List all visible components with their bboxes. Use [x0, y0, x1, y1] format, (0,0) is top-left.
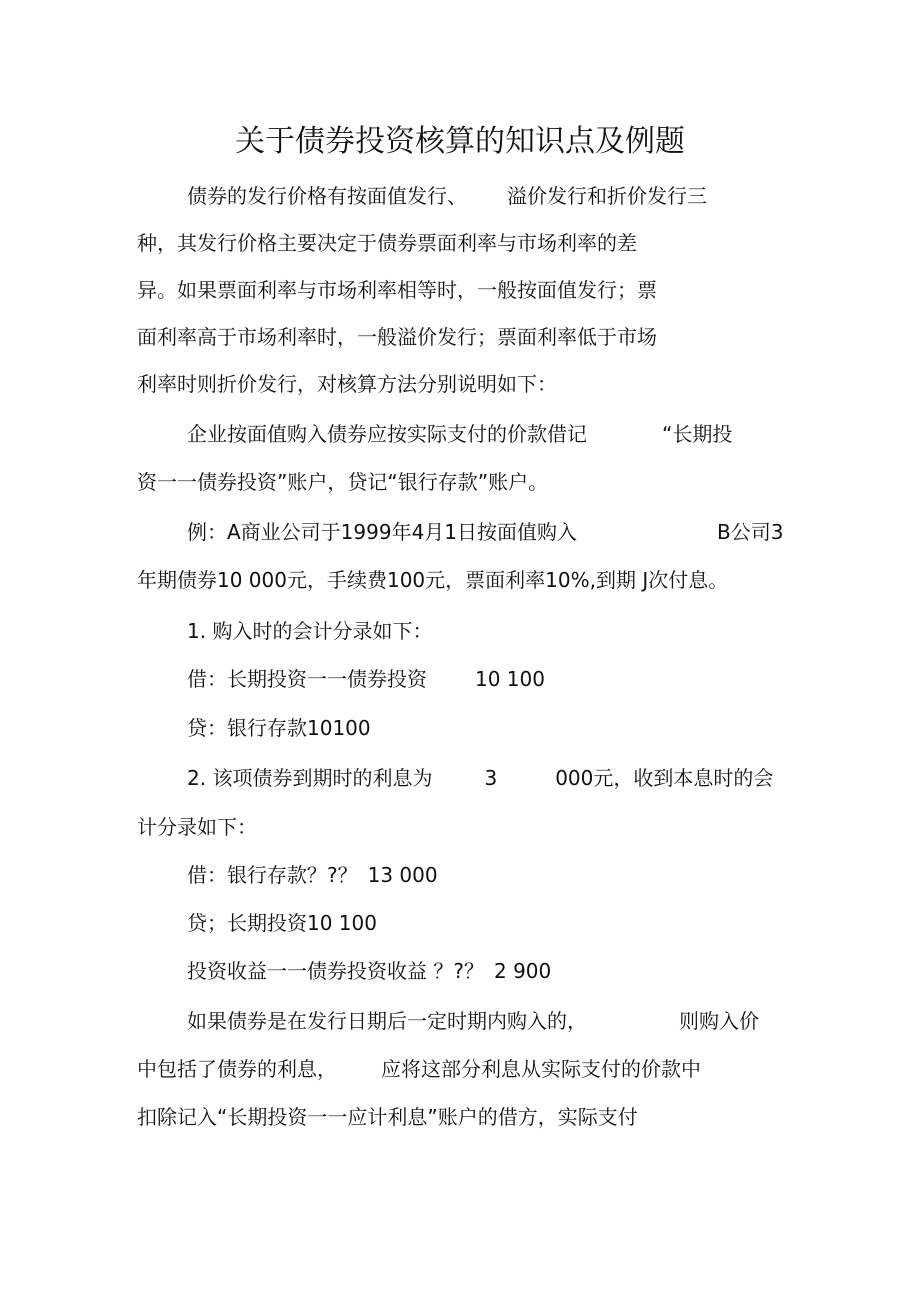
- paragraph-line: [187, 183, 707, 209]
- text-segment: 3: [484, 766, 498, 790]
- step-heading: [187, 765, 773, 791]
- paragraph-line: [187, 1008, 759, 1034]
- text-segment: “长期投: [662, 422, 733, 446]
- example-line: [187, 519, 783, 545]
- paragraph-line: 扣除记入“长期投资一一应计利息”账户的借方，实际支付: [137, 1105, 638, 1129]
- paragraph-line: 资一一债券投资”账户，贷记“银行存款”账户。: [137, 470, 549, 494]
- paragraph-line: 异。如果票面利率与市场利率相等时，一般按面值发行；票: [137, 278, 657, 302]
- text-segment: 债券的发行价格有按面值发行、: [187, 184, 467, 208]
- paragraph-line: 种，其发行价格主要决定于债券票面利率与市场利率的差: [137, 231, 637, 255]
- paragraph-line: 面利率高于市场利率时，一般溢价发行；票面利率低于市场: [137, 325, 657, 349]
- paragraph-line: [187, 421, 732, 447]
- paragraph-line: [137, 1056, 701, 1082]
- entry-label: 借：银行存款？?？: [187, 863, 358, 887]
- entry-label: 投资收益一一债券投资收益 ？?？: [187, 959, 484, 983]
- journal-entry-credit: [187, 958, 551, 984]
- journal-entry-credit: 贷；长期投资10 100: [187, 911, 377, 935]
- text-segment: 应将这部分利息从实际支付的价款中: [381, 1057, 701, 1081]
- journal-entry-debit: [187, 666, 545, 692]
- paragraph-line: 计分录如下：: [137, 815, 257, 839]
- text-segment: B公司3: [717, 520, 784, 544]
- journal-entry-credit: 贷：银行存款10100: [187, 716, 371, 740]
- entry-label: 借：长期投资一一债券投资: [187, 667, 427, 691]
- text-segment: 则购入价: [679, 1009, 759, 1033]
- entry-amount: 10 100: [475, 667, 545, 691]
- text-segment: 2. 该项债券到期时的利息为: [187, 766, 433, 790]
- text-segment: 溢价发行和折价发行三: [507, 184, 707, 208]
- entry-amount: 2 900: [493, 959, 552, 983]
- entry-amount: 13 000: [367, 863, 438, 887]
- step-heading: 1. 购入时的会计分录如下：: [187, 619, 433, 643]
- text-segment: 例：A商业公司于1999年4月1日按面值购入: [187, 520, 578, 544]
- text-segment: 000元，收到本息时的会: [555, 766, 774, 790]
- example-line: 年期债券10 000元，手续费100元，票面利率10%,到期 J次付息。: [137, 568, 729, 592]
- text-segment: 如果债券是在发行日期后一定时期内购入的，: [187, 1009, 587, 1033]
- journal-entry-debit: [187, 862, 438, 888]
- document-title: 关于债券投资核算的知识点及例题: [235, 124, 685, 159]
- paragraph-line: 利率时则折价发行，对核算方法分别说明如下：: [137, 372, 557, 396]
- text-segment: 企业按面值购入债券应按实际支付的价款借记: [187, 422, 587, 446]
- text-segment: 中包括了债券的利息，: [137, 1057, 337, 1081]
